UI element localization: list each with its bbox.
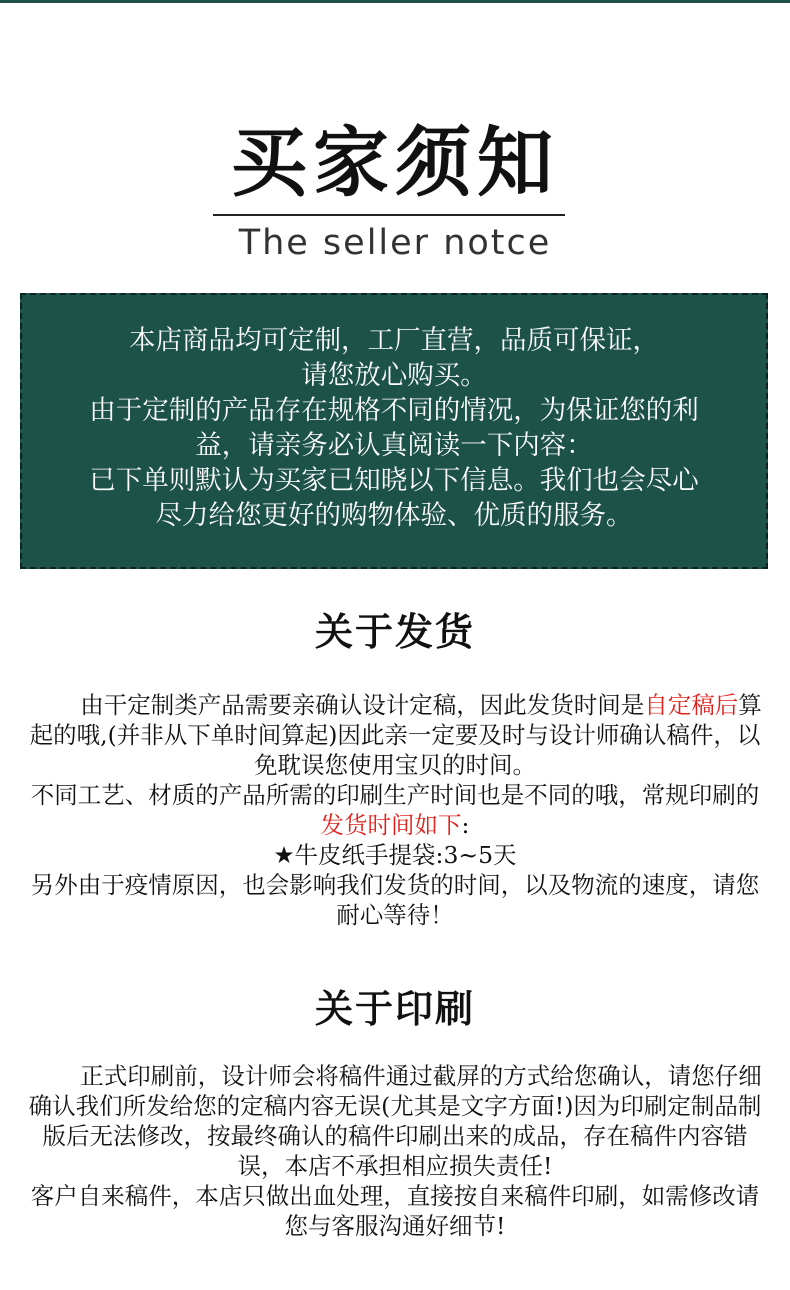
shipping-heading: 关于发货 <box>314 610 475 654</box>
title-block <box>0 118 790 208</box>
shipping-paragraph-1 <box>26 690 764 780</box>
notice-line: 请您放心购买。 <box>301 360 487 391</box>
printing-paragraph-1 <box>26 1061 764 1181</box>
page-title: 买家须知 <box>231 118 559 207</box>
shipping-item <box>26 840 764 870</box>
notice-line: 已下单则默认为买家已知晓以下信息。我们也会尽心 <box>89 465 699 496</box>
top-accent-line <box>0 0 790 3</box>
notice-line: 本店商品均可定制，工厂直营，品质可保证， <box>129 325 659 356</box>
printing-section <box>26 1061 764 1241</box>
notice-line: 益，请亲务必认真阅读一下内容： <box>195 430 593 461</box>
shipping-item-text: 牛皮纸手提袋:3~5天 <box>294 841 517 869</box>
printing-paragraph-2: 客户自来稿件，本店只做出血处理，直接按自来稿件印刷，如需修改请您与客服沟通好细节! <box>30 1182 760 1240</box>
shipping-p2-highlight: 发货时间如下 <box>320 811 462 839</box>
shipping-p1-text: 由干定制类产品需要亲确认设计定稿，因此发货时间是 <box>80 691 645 719</box>
printing-p1-text: 正式印刷前，设计师会将稿件通过截屏的方式给您确认，请您仔细确认我们所发给您的定稿内容无误(尤其是文字方面!)因为印刷定制品制版后无法修改，按最终确认的稿件印刷出来的成品，存在稿件内容错误，本店不承担相应损失责任! <box>28 1062 762 1180</box>
shipping-p1-rest: 算起的哦,(并非从下单时间算起)因此亲一定要及时与设计师确认稿件，以免耽误您使用宝贝的时间。 <box>29 691 762 779</box>
shipping-paragraph-3: 另外由于疫情原因，也会影响我们发货的时间，以及物流的速度，请您耐心等待！ <box>30 871 760 929</box>
shipping-section <box>26 690 764 930</box>
notice-line: 尽力给您更好的购物体验、优质的服务。 <box>155 500 633 531</box>
shipping-p2-text: 不同工艺、材质的产品所需的印刷生产时间也是不同的哦，常规印刷的 <box>30 781 760 809</box>
shipping-p1-highlight: 自定稿后 <box>644 691 739 719</box>
shipping-paragraph-2 <box>26 780 764 840</box>
page-subtitle: The seller notce <box>238 223 552 263</box>
star-icon: ★ <box>273 841 295 869</box>
title-divider <box>213 214 565 216</box>
shipping-p2-end: : <box>461 811 470 839</box>
notice-line: 由于定制的产品存在规格不同的情况，为保证您的利 <box>89 395 699 426</box>
notice-panel <box>20 293 768 569</box>
printing-heading: 关于印刷 <box>314 987 475 1031</box>
